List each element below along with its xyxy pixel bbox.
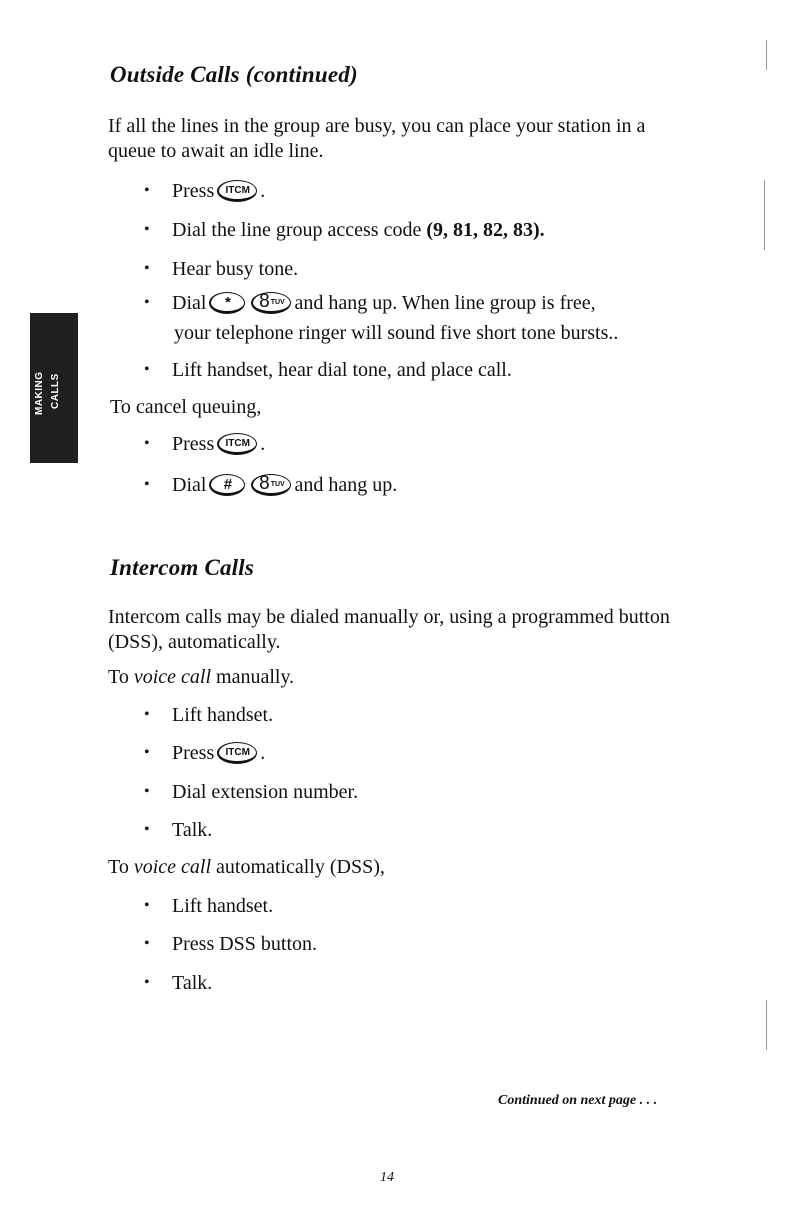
intercom-calls-intro: Intercom calls may be dialed manually or, using a programmed button (DSS), automatically.	[108, 606, 670, 653]
step-text: Lift handset.	[172, 703, 274, 726]
outside-calls-heading: Outside Calls (continued)	[110, 62, 358, 87]
list-item	[144, 777, 358, 807]
list-item	[144, 176, 265, 206]
manual-voice-call-intro	[108, 666, 294, 689]
list-item	[144, 355, 512, 385]
step-text: Lift handset, hear dial tone, and place call.	[172, 358, 512, 381]
step-text: .	[260, 179, 266, 202]
step-text: Press DSS button.	[172, 932, 318, 955]
step-text: Talk.	[172, 971, 213, 994]
side-tab-label-calls: CALLS	[50, 373, 61, 409]
step-text: Hear busy tone.	[172, 257, 299, 280]
hash-key-icon: #	[209, 474, 245, 496]
list-item	[144, 891, 273, 921]
outside-calls-intro: If all the lines in the group are busy, you can place your station in a queue to await an idle line.	[108, 115, 646, 162]
text-post: manually.	[211, 666, 295, 688]
access-codes: (9, 81, 82, 83).	[426, 218, 545, 241]
text-pre: To	[108, 856, 134, 878]
text-emphasis: voice call	[133, 666, 212, 688]
itcm-key-icon: ITCM	[217, 433, 257, 455]
bullet-icon: •	[144, 706, 150, 723]
continued-on-next-page: Continued on next page . . .	[498, 1093, 658, 1108]
step-text: Talk.	[172, 818, 213, 841]
step-text: Press	[172, 741, 215, 764]
bullet-icon: •	[144, 361, 150, 378]
bullet-icon: •	[144, 476, 150, 493]
step-text: Press	[172, 179, 215, 202]
list-item	[144, 254, 298, 284]
bullet-icon: •	[144, 744, 150, 761]
step-text: Press	[172, 432, 215, 455]
intercom-calls-heading: Intercom Calls	[110, 555, 255, 580]
side-tab-label-making: MAKING	[34, 371, 45, 415]
bullet-icon: •	[144, 435, 150, 452]
text-pre: To	[108, 666, 134, 688]
step-text: .	[260, 741, 266, 764]
bullet-icon: •	[144, 221, 150, 238]
section-side-tab	[30, 313, 78, 463]
auto-voice-call-intro	[108, 856, 385, 879]
step-text: Dial extension number.	[172, 780, 359, 803]
step-text: Dial the line group access code	[172, 218, 422, 241]
scan-speck	[764, 180, 765, 250]
bullet-icon: •	[144, 260, 150, 277]
bullet-icon: •	[144, 821, 150, 838]
list-item	[144, 470, 397, 500]
list-item	[144, 815, 212, 845]
itcm-key-icon: ITCM	[217, 180, 257, 202]
list-item	[144, 288, 596, 318]
text-post: automatically (DSS),	[211, 856, 385, 878]
bullet-icon: •	[144, 294, 150, 311]
bullet-icon: •	[144, 935, 150, 952]
star-key-icon: *	[209, 292, 245, 314]
bullet-icon: •	[144, 974, 150, 991]
list-item	[144, 968, 212, 998]
eight-tuv-key-icon: 8 TUV	[251, 474, 291, 496]
list-item	[144, 429, 265, 459]
step-text: .	[260, 432, 266, 455]
step-text: Dial	[172, 473, 207, 496]
list-item	[144, 929, 317, 959]
bullet-icon: •	[144, 783, 150, 800]
step-text: and hang up.	[294, 473, 398, 496]
bullet-icon: •	[144, 897, 150, 914]
itcm-key-icon: ITCM	[217, 742, 257, 764]
step-text: Dial	[172, 291, 207, 314]
text-emphasis: voice call	[133, 856, 212, 878]
cancel-queuing-intro: To cancel queuing,	[110, 396, 262, 418]
list-item	[144, 700, 273, 730]
list-item	[144, 215, 545, 245]
step-text: Lift handset.	[172, 894, 274, 917]
step-continuation: your telephone ringer will sound five short tone bursts..	[174, 322, 619, 344]
page-number: 14	[380, 1170, 394, 1185]
bullet-icon: •	[144, 182, 150, 199]
step-text: and hang up. When line group is free,	[294, 291, 596, 314]
list-item	[144, 738, 265, 768]
scan-speck	[766, 40, 767, 70]
eight-tuv-key-icon: 8 TUV	[251, 292, 291, 314]
scan-speck	[766, 1000, 767, 1050]
